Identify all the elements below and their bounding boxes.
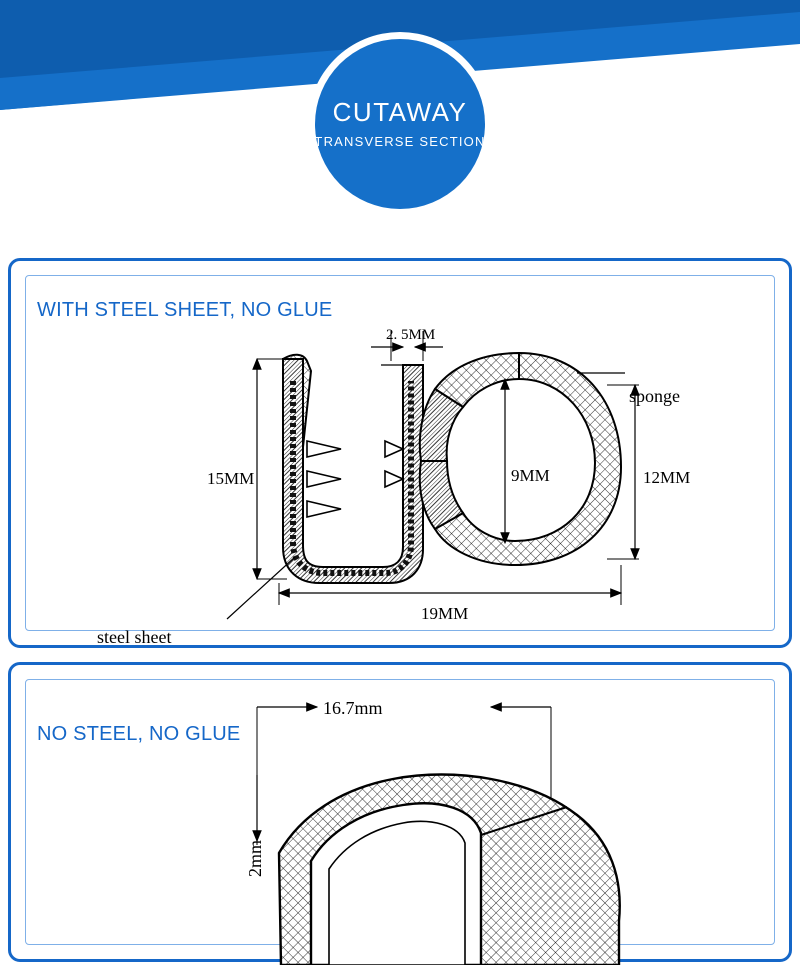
dim-label-16-7mm: 16.7mm — [323, 698, 383, 718]
panel-1-heading: WITH STEEL SHEET, NO GLUE — [37, 299, 332, 322]
cutaway-diagram-1 — [11, 261, 795, 651]
profile-fin-1 — [307, 441, 341, 457]
banner-subtitle: TRANSVERSE SECTION — [292, 129, 508, 155]
panel-with-steel-sheet — [8, 258, 792, 648]
profile-fin-5 — [385, 471, 403, 487]
steel-sheet-leader — [227, 557, 295, 619]
dim-label-15mm: 15MM — [207, 469, 254, 488]
dim-label-2mm: 2mm — [245, 840, 265, 877]
profile-u-channel — [283, 359, 423, 583]
banner-title: CUTAWAY — [292, 95, 508, 129]
panel-no-steel-no-glue — [8, 662, 792, 962]
banner-circle — [315, 39, 485, 209]
dim-label-12mm: 12MM — [643, 468, 690, 487]
banner-graphic — [0, 0, 800, 238]
profile-fin-4 — [385, 441, 403, 457]
label-sponge: sponge — [629, 386, 680, 406]
dim-label-19mm: 19MM — [421, 604, 468, 623]
panel-2-heading: NO STEEL, NO GLUE — [37, 723, 240, 746]
profile-fin-2 — [307, 471, 341, 487]
profile-fin-3 — [307, 501, 341, 517]
label-steel-sheet: steel sheet — [97, 627, 171, 647]
dim-label-2-5mm: 2. 5MM — [386, 327, 435, 343]
dim-label-9mm: 9MM — [511, 466, 550, 485]
cutaway-diagram-2 — [11, 665, 795, 965]
header-banner — [0, 0, 800, 238]
